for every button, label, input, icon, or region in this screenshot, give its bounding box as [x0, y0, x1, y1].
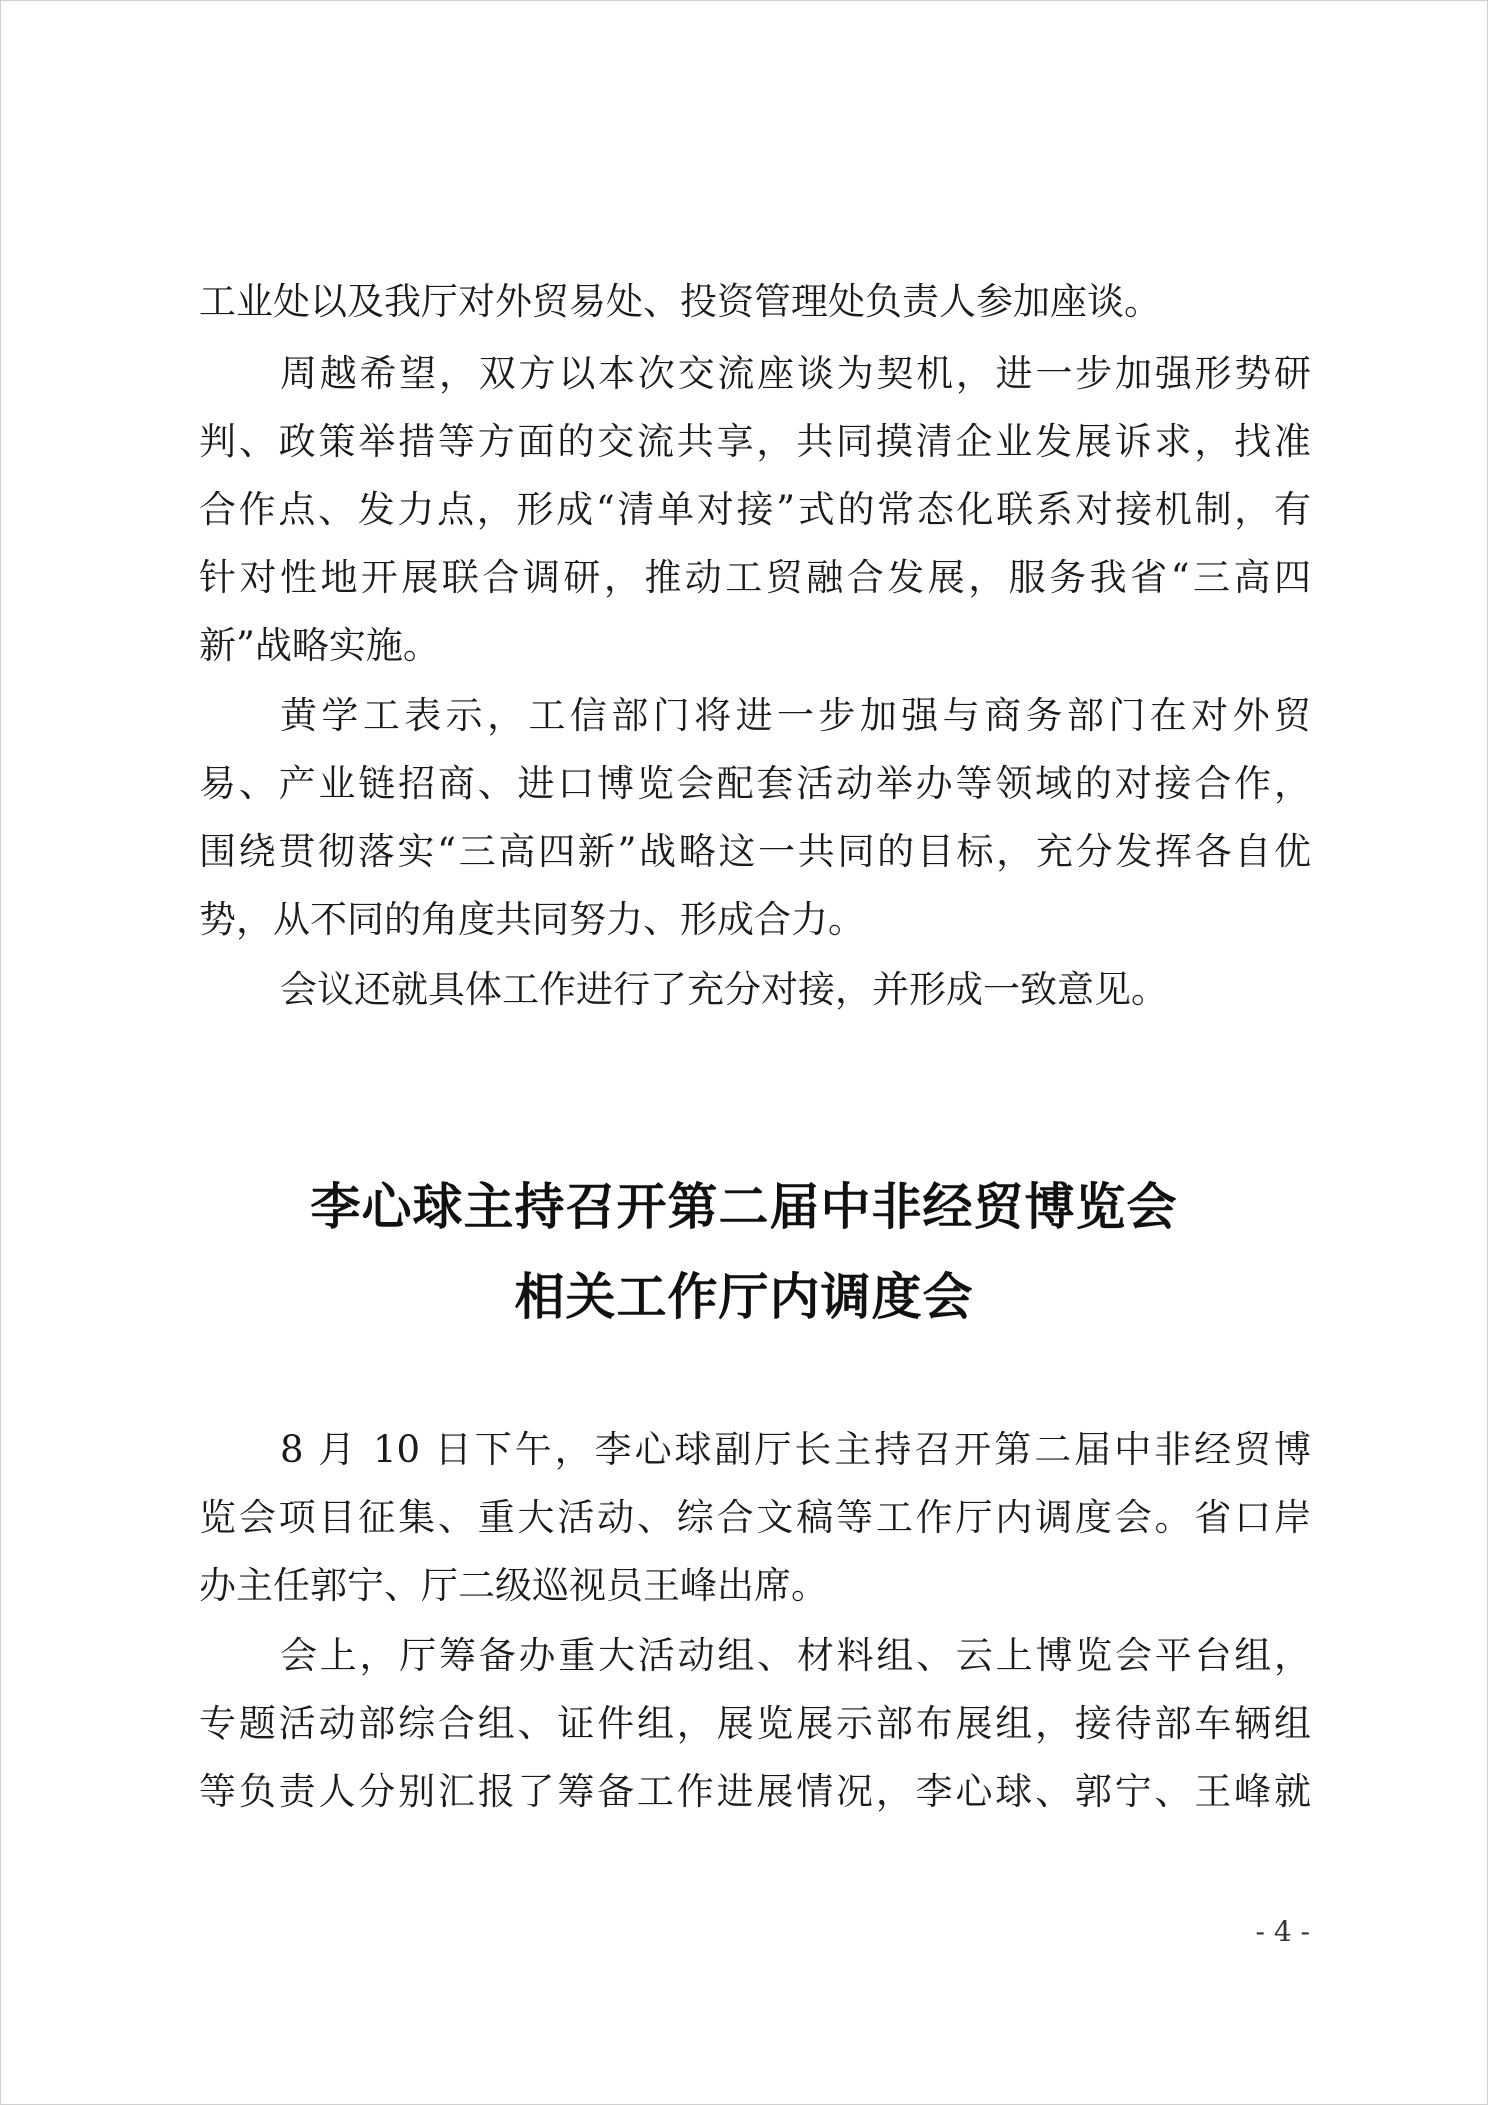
text-line: 周越希望，双方以本次交流座谈为契机，进一步加强形势研	[280, 352, 1311, 395]
text-line: 针对性地开展联合调研，推动工贸融合发展，服务我省“三高四	[199, 556, 1311, 599]
article-title-line-1: 李心球主持召开第二届中非经贸博览会	[310, 1178, 1178, 1236]
text-line: 黄学工表示，工信部门将进一步加强与商务部门在对外贸	[280, 694, 1311, 737]
text-line: 判、政策举措等方面的交流共享，共同摸清企业发展诉求，找准	[199, 420, 1311, 463]
page-number: - 4 -	[1255, 1915, 1310, 1948]
text-line: 围绕贯彻落实“三高四新”战略这一共同的目标，充分发挥各自优	[199, 830, 1311, 873]
text-line: 等负责人分别汇报了筹备工作进展情况，李心球、郭宁、王峰就	[199, 1770, 1311, 1813]
text-line: 专题活动部综合组、证件组，展览展示部布展组，接待部车辆组	[199, 1702, 1311, 1745]
text-line: 办主任郭宁、厅二级巡视员王峰出席。	[199, 1564, 828, 1607]
text-line: 览会项目征集、重大活动、综合文稿等工作厅内调度会。省口岸	[199, 1496, 1311, 1539]
text-line: 易、产业链招商、进口博览会配套活动举办等领域的对接合作，	[199, 762, 1311, 805]
text-line: 工业处以及我厅对外贸易处、投资管理处负责人参加座谈。	[199, 280, 1161, 323]
text-line: 势，从不同的角度共同努力、形成合力。	[199, 898, 865, 941]
text-line: 会上，厅筹备办重大活动组、材料组、云上博览会平台组，	[280, 1634, 1311, 1677]
text-line: 合作点、发力点，形成“清单对接”式的常态化联系对接机制，有	[199, 488, 1311, 531]
text-line: 8 月 10 日下午，李心球副厅长主持召开第二届中非经贸博	[280, 1428, 1311, 1471]
article-title-line-2: 相关工作厅内调度会	[514, 1268, 974, 1326]
text-line: 会议还就具体工作进行了充分对接，并形成一致意见。	[280, 968, 1168, 1011]
text-line: 新”战略实施。	[199, 624, 440, 667]
